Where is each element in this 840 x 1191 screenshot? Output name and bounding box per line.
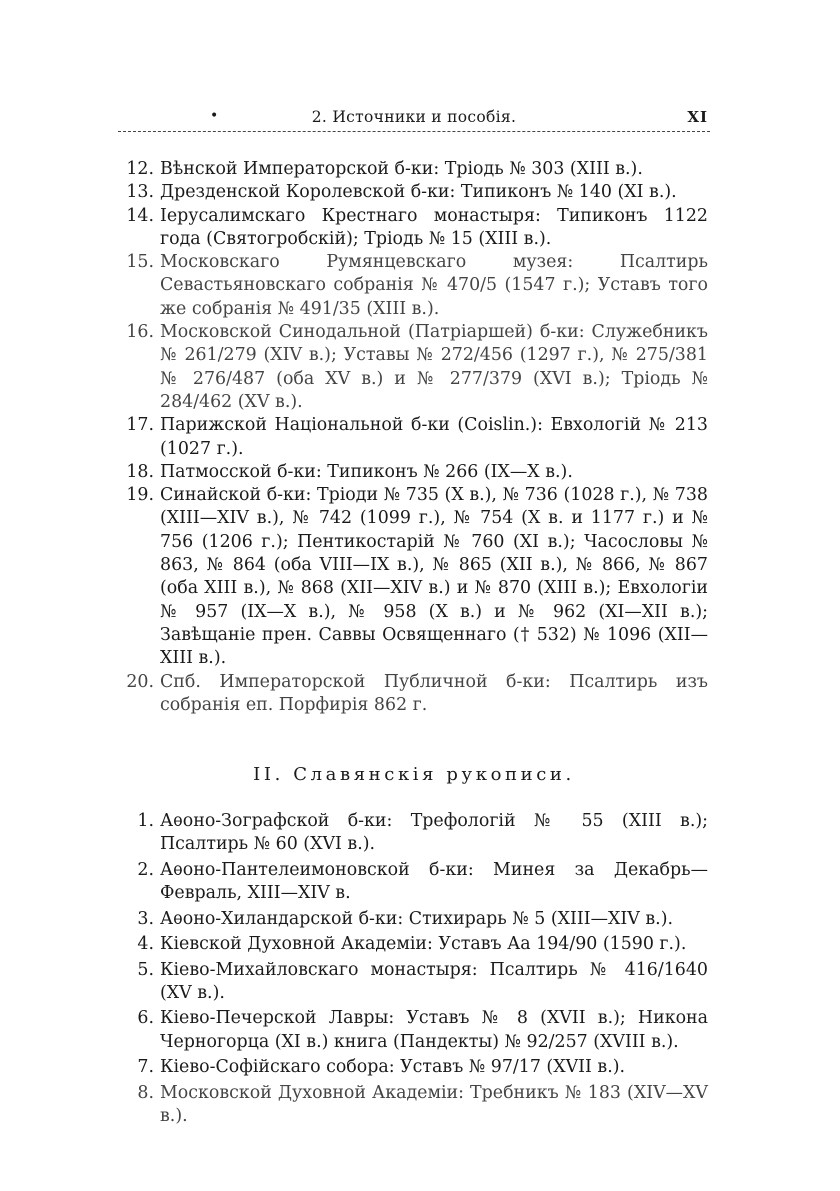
list-item [120, 181, 708, 204]
item-text: Кіево-Михайловскаго монастыря: Псалтирь № 416/1640 (XV в.). [160, 959, 708, 1003]
item-number: 12. [126, 159, 154, 179]
section-heading: II. Славянскія рукописи. [253, 764, 575, 785]
item-text: Спб. Императорской Публичной б-ки: Псалтирь изъ собранія еп. Порфирія 862 г. [160, 671, 708, 715]
item-number: 16. [126, 322, 154, 343]
item-text: Аѳоно-Пантелеимоновской б-ки: Минея за Декабрь—Февраль, XIII—XIV в. [160, 859, 708, 904]
item-text: Кіево-Софійскаго собора: Уставъ № 97/17 (XVII в.). [160, 1057, 626, 1078]
item-text: Московскаго Румянцевскаго музея: Псалтирь Севастьяновскаго собранія № 470/5 (1547 г.); Уставъ того же собранія № 491/35 (XIII в.). [160, 252, 708, 319]
list-item [120, 1056, 708, 1079]
item-text: Аѳоно-Хиландарской б-ки: Стихирарь № 5 (XIII—XIV в.). [160, 908, 674, 929]
list-item [120, 205, 708, 252]
item-number: 5. [137, 959, 154, 980]
item-number: 8. [137, 1082, 154, 1103]
item-text: Кіево-Печерской Лавры: Уставъ № 8 (XVII в.); Никона Черногорца (XI в.) книга (Пандекты) № 92/257 (XVIII в.). [160, 1008, 708, 1052]
item-number: 19. [126, 485, 154, 506]
item-text: Вѣнской Императорской б-ки: Тріодь № 303 (XIII в.). [160, 159, 643, 179]
list-item [120, 321, 708, 414]
item-number: 1. [137, 811, 154, 831]
item-text: Аѳоно-Зографской б-ки: Трефологій № 55 (XIII в.); Псалтирь № 60 (XVI в.). [160, 811, 708, 855]
page-number: XI [687, 108, 708, 126]
list-item [120, 414, 708, 461]
item-number: 3. [137, 908, 154, 929]
item-number: 13. [126, 182, 154, 203]
slavic-manuscripts-list [120, 810, 708, 1130]
item-number: 18. [126, 461, 154, 482]
list-item [120, 933, 708, 956]
item-text: Московской Синодальной (Патріаршей) б-ки: Служебникъ № 261/279 (XIV в.); Уставы № 272/456 (1297 г.), № 275/381 № 276/487 (оба XV в.) и № 277/379 (XVI в.); Тріодь № 284/462 (XV в.). [160, 322, 708, 412]
running-title: 2. Источники и пособія. [311, 108, 517, 126]
greek-manuscripts-list [120, 158, 708, 717]
item-text: Патмосской б-ки: Типиконъ № 266 (IX—X в.). [160, 461, 573, 482]
list-item [120, 908, 708, 931]
list-item [120, 671, 708, 718]
item-text: Парижской Національной б-ки (Coislin.): Евхологій № 213 (1027 г.). [160, 415, 708, 459]
item-number: 6. [137, 1008, 154, 1029]
list-item [120, 859, 708, 906]
page-header [118, 104, 710, 128]
header-rule [118, 131, 710, 132]
item-text: Іерусалимскаго Крестнаго монастыря: Типиконъ 1122 года (Святогробскій); Тріодь № 15 (XIII в.). [160, 205, 708, 249]
list-item [120, 461, 708, 484]
list-item [120, 158, 708, 181]
item-text: Дрезденской Королевской б-ки: Типиконъ № 140 (XI в.). [160, 182, 677, 203]
item-text: Московской Духовной Академіи: Требникъ № 183 (XIV—XV в.). [160, 1082, 708, 1126]
item-number: 7. [137, 1057, 154, 1078]
bullet-mark: • [210, 108, 219, 124]
list-item [120, 1007, 708, 1054]
item-number: 4. [137, 934, 154, 955]
item-text: Кіевской Духовной Академіи: Уставъ Аа 194/90 (1590 г.). [160, 934, 687, 955]
item-number: 14. [126, 205, 154, 226]
item-text: Синайской б-ки: Тріоди № 735 (X в.), № 736 (1028 г.), № 738 (XIII—XIV в.), № 742 (1099 г.), № 754 (X в. и 1177 г.) и № 756 (1206 г.); Пентикостарій № 760 (XI в.); Часословы № 863, № 864 (оба VIII—IX в.), № 865 (XII в.), № 866, № 867 (оба XIII в.), № 868 (XII—XIV в.) и № 870 (XIII в.); Евхологіи № 957 (IX—X в.), № 958 (X в.) и № 962 (XI—XII в.); Завѣщаніе прен. Саввы Освященнаго († 532) № 1096 (XII—XIII в.). [160, 485, 708, 669]
list-item [120, 959, 708, 1006]
item-number: 20. [126, 671, 154, 692]
list-item [120, 251, 708, 321]
item-number: 17. [126, 415, 154, 436]
item-number: 2. [137, 859, 154, 880]
list-item [120, 1082, 708, 1129]
list-item [120, 810, 708, 857]
item-number: 15. [126, 252, 154, 273]
list-item [120, 484, 708, 670]
